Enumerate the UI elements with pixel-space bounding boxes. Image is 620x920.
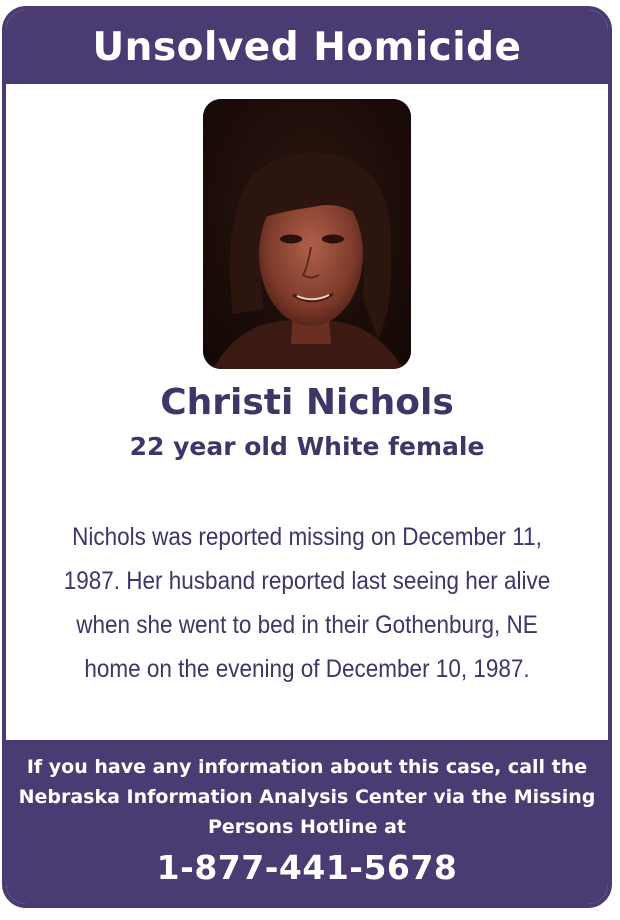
victim-details: 22 year old White female xyxy=(129,432,485,461)
footer-banner xyxy=(6,740,608,904)
case-description: Nichols was reported missing on December 11, 1987. Her husband reported last seeing her alive when she went to bed in their Gothenburg, NE home on the evening of December 10, 1987. xyxy=(63,523,551,683)
victim-photo xyxy=(203,99,411,369)
header-title: Unsolved Homicide xyxy=(92,24,522,70)
hotline-number[interactable]: 1-877-441-5678 xyxy=(156,848,458,887)
contact-info-text: If you have any information about this case, call the Nebraska Information Analysis Center via the Missing Persons Hotline at xyxy=(18,756,596,838)
case-card xyxy=(2,6,612,908)
victim-name: Christi Nichols xyxy=(160,382,454,423)
header-banner xyxy=(6,10,608,84)
portrait-photo-icon xyxy=(203,99,411,369)
